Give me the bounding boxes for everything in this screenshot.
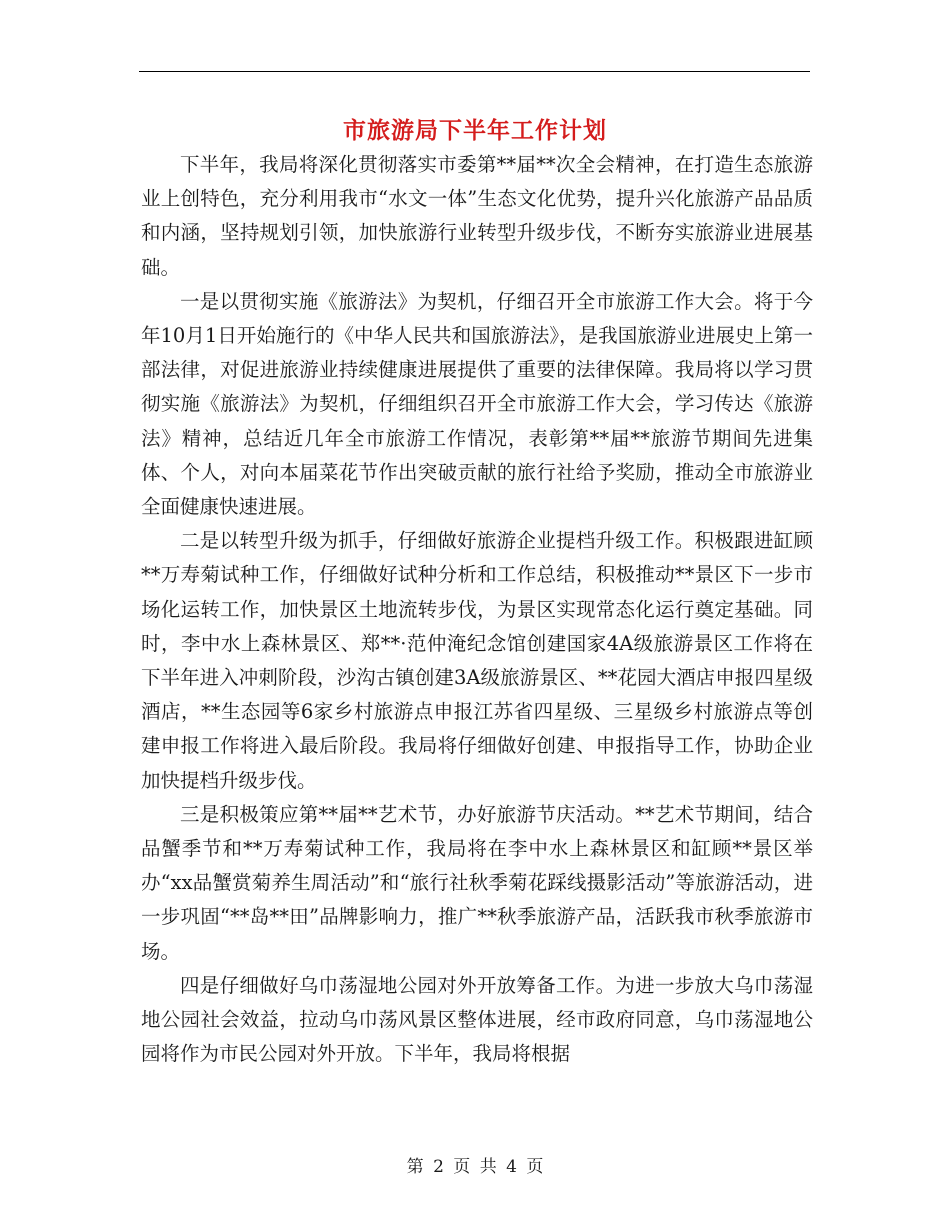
paragraph-two: 二是以转型升级为抓手，仔细做好旅游企业提档升级工作。积极跟进缸顾**万寿菊试种工作，仔细做好试种分析和工作总结，积极推动**景区下一步市场化运转工作，加快景区土地流转步伐，为景区实现常态化运行奠定基础。同时，李中水上森林景区、郑**·范仲淹纪念馆创建国家4A级旅游景区工作将在下半年进入冲刺阶段，沙沟古镇创建3A级旅游景区、**花园大酒店申报四星级酒店，**生态园等6家乡村旅游点申报江苏省四星级、三星级乡村旅游点等创建申报工作将进入最后阶段。我局将仔细做好创建、申报指导工作，协助企业加快提档升级步伐。 [141,529,813,792]
document-title: 市旅游局下半年工作计划 [343,118,607,144]
paragraph-intro: 下半年，我局将深化贯彻落实市委第**届**次全会精神，在打造生态旅游业上创特色，充分利用我市“水文一体”生态文化优势，提升兴化旅游产品品质和内涵，坚持规划引领，加快旅游行业转型升级步伐，不断夯实旅游业进展基础。 [141,153,813,279]
document-body [141,148,813,1071]
header-rule [139,71,810,72]
paragraph-four: 四是仔细做好乌巾荡湿地公园对外开放筹备工作。为进一步放大乌巾荡湿地公园社会效益，拉动乌巾荡风景区整体进展，经市政府同意，乌巾荡湿地公园将作为市民公园对外开放。下半年，我局将根据 [141,973,813,1066]
page-number-footer: 第 2 页 共 4 页 [406,1157,544,1177]
paragraph-one: 一是以贯彻实施《旅游法》为契机，仔细召开全市旅游工作大会。将于今年10月1日开始施行的《中华人民共和国旅游法》，是我国旅游业进展史上第一部法律，对促进旅游业持续健康进展提供了重要的法律保障。我局将以学习贯彻实施《旅游法》为契机，仔细组织召开全市旅游工作大会，学习传达《旅游法》精神，总结近几年全市旅游工作情况，表彰第**届**旅游节期间先进集体、个人，对向本届菜花节作出突破贡献的旅行社给予奖励，推动全市旅游业全面健康快速进展。 [141,289,813,519]
paragraph-three: 三是积极策应第**届**艺术节，办好旅游节庆活动。**艺术节期间，结合品蟹季节和**万寿菊试种工作，我局将在李中水上森林景区和缸顾**景区举办“xx品蟹赏菊养生周活动”和“旅行社秋季菊花踩线摄影活动”等旅游活动，进一步巩固“**岛**田”品牌影响力，推广**秋季旅游产品，活跃我市秋季旅游市场。 [141,802,813,963]
